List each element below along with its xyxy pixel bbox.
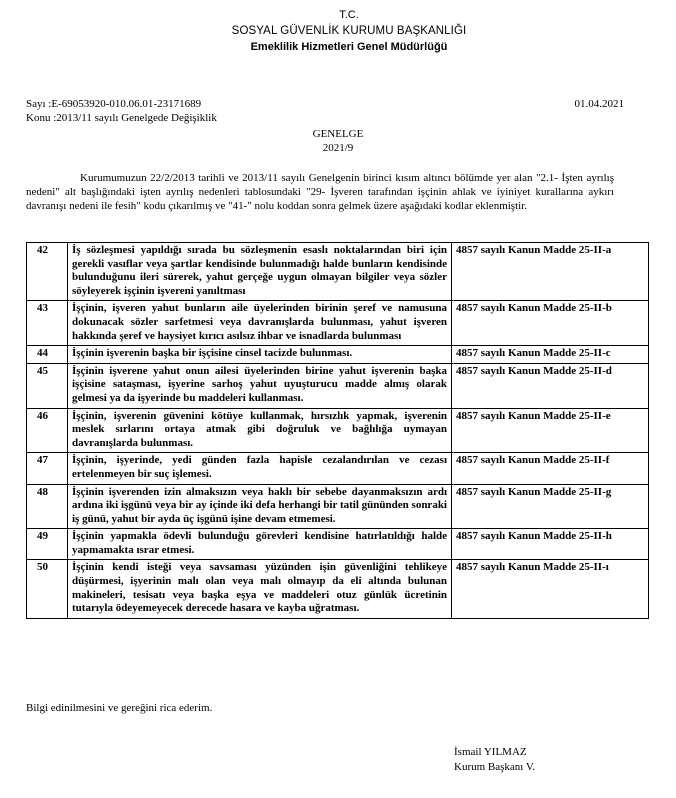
row-law-reference: 4857 sayılı Kanun Madde 25-II-f bbox=[452, 453, 649, 484]
row-law-reference: 4857 sayılı Kanun Madde 25-II-e bbox=[452, 408, 649, 453]
letterhead bbox=[0, 8, 676, 55]
row-law-reference: 4857 sayılı Kanun Madde 25-II-c bbox=[452, 346, 649, 364]
table-row bbox=[27, 301, 649, 346]
intro-text: Kurumumuzun 22/2/2013 tarihli ve 2013/11 sayılı Genelgenin birinci kısım altıncı bölümde yer alan "2.1- İşten ayrılış nedeni" alt başlığındaki işten ayrılış nedenleri tablosundaki "29- İşveren tarafından işçinin ahlak ve iyiniyet kurallarına aykırı davranışı nedeni ile fesih" kodu çıkarılmış ve "41-" nolu koddan sonra gelmek üzere aşağıdaki kodlar eklenmiştir. bbox=[26, 172, 614, 212]
row-code: 42 bbox=[27, 243, 68, 301]
circular-title-block bbox=[0, 128, 676, 155]
row-code: 46 bbox=[27, 408, 68, 453]
row-law-reference: 4857 sayılı Kanun Madde 25-II-g bbox=[452, 484, 649, 529]
row-law-reference: 4857 sayılı Kanun Madde 25-II-b bbox=[452, 301, 649, 346]
document-date: 01.04.2021 bbox=[574, 98, 624, 110]
table-row bbox=[27, 363, 649, 408]
signature-block bbox=[454, 745, 535, 775]
header-department: Emeklilik Hizmetleri Genel Müdürlüğü bbox=[250, 41, 448, 53]
table-row bbox=[27, 484, 649, 529]
row-description: İşçinin işverenin başka bir işçisine cinsel tacizde bulunması. bbox=[68, 346, 452, 364]
circular-title: GENELGE bbox=[312, 128, 364, 140]
signatory-name: İsmail YILMAZ bbox=[454, 746, 527, 758]
row-description: İşçinin yapmakla ödevli bulunduğu görevleri kendisine hatırlatıldığı halde yapmamakta ısrar etmesi. bbox=[68, 529, 452, 560]
document-meta bbox=[26, 97, 646, 125]
row-code: 47 bbox=[27, 453, 68, 484]
row-law-reference: 4857 sayılı Kanun Madde 25-II-ı bbox=[452, 560, 649, 618]
table-row bbox=[27, 560, 649, 618]
signatory-title: Kurum Başkanı V. bbox=[454, 761, 536, 773]
header-tc: T.C. bbox=[339, 9, 359, 21]
row-code: 50 bbox=[27, 560, 68, 618]
row-code: 49 bbox=[27, 529, 68, 560]
closing-text: Bilgi edinilmesini ve gereğini rica ederim. bbox=[26, 702, 213, 714]
row-description: İşçinin işverenden izin almaksızın veya haklı bir sebebe dayanmaksızın ardı ardına iki işgünü veya bir ay içinde iki defa herhangi bir tatil gününden sonraki iş günü, yahut bir ayda üç işgünü işine devam etmemesi. bbox=[68, 484, 452, 529]
row-code: 44 bbox=[27, 346, 68, 364]
table-row bbox=[27, 346, 649, 364]
row-law-reference: 4857 sayılı Kanun Madde 25-II-d bbox=[452, 363, 649, 408]
termination-codes-table bbox=[26, 242, 649, 619]
row-law-reference: 4857 sayılı Kanun Madde 25-II-h bbox=[452, 529, 649, 560]
table-row bbox=[27, 453, 649, 484]
table-row bbox=[27, 529, 649, 560]
row-code: 45 bbox=[27, 363, 68, 408]
header-institution: SOSYAL GÜVENLİK KURUMU BAŞKANLIĞI bbox=[231, 25, 467, 37]
table-row bbox=[27, 243, 649, 301]
row-description: İşçinin kendi isteği veya savsaması yüzünden işin güvenliğini tehlikeye düşürmesi, işyerinin malı olan veya malı olmayıp da eli altında bulunan makineleri, tesisatı veya başka eşya ve maddeleri otuz günlük ücretinin tutarıyla ödeyemeyecek derecede hasara ve kayba uğratması. bbox=[68, 560, 452, 618]
row-description: İşçinin, işveren yahut bunların aile üyelerinden birinin şeref ve namusuna dokunacak sözler sarfetmesi veya davranışlarda bulunması, yahut işveren hakkında şeref ve haysiyet kırıcı asılsız ihbar ve isnadlarda bulunması bbox=[68, 301, 452, 346]
table-row bbox=[27, 408, 649, 453]
row-law-reference: 4857 sayılı Kanun Madde 25-II-a bbox=[452, 243, 649, 301]
row-code: 43 bbox=[27, 301, 68, 346]
row-description: İşçinin, işverenin güvenini kötüye kullanmak, hırsızlık yapmak, işverenin meslek sırlarını ortaya atmak gibi doğruluk ve bağlılığa uymayan davranışlarda bulunması. bbox=[68, 408, 452, 453]
row-description: İşçinin işverene yahut onun ailesi üyelerinden birine yahut işverenin başka işçisine sataşması, işyerine sarhoş yahut uyuşturucu madde almış olarak gelmesi ya da işyerinde bu maddeleri kullanması. bbox=[68, 363, 452, 408]
row-description: İşçinin, işyerinde, yedi günden fazla hapisle cezalandırılan ve cezası ertelenmeyen bir suç işlemesi. bbox=[68, 453, 452, 484]
reference-number: Sayı :E-69053920-010.06.01-23171689 bbox=[26, 98, 202, 110]
row-code: 48 bbox=[27, 484, 68, 529]
intro-paragraph bbox=[26, 171, 614, 213]
circular-number: 2021/9 bbox=[322, 141, 354, 154]
subject-line: Konu :2013/11 sayılı Genelgede Değişiklik bbox=[26, 112, 217, 124]
row-description: İş sözleşmesi yapıldığı sırada bu sözleşmenin esaslı noktalarından biri için gerekli vasıflar veya şartlar kendisinde bulunmadığı halde bunların kendisinde bulunduğunu ileri sürerek, yahut gerçeğe uygun olmayan bilgiler veya sözler söyleyerek işçinin işvereni yanıltması bbox=[68, 243, 452, 301]
